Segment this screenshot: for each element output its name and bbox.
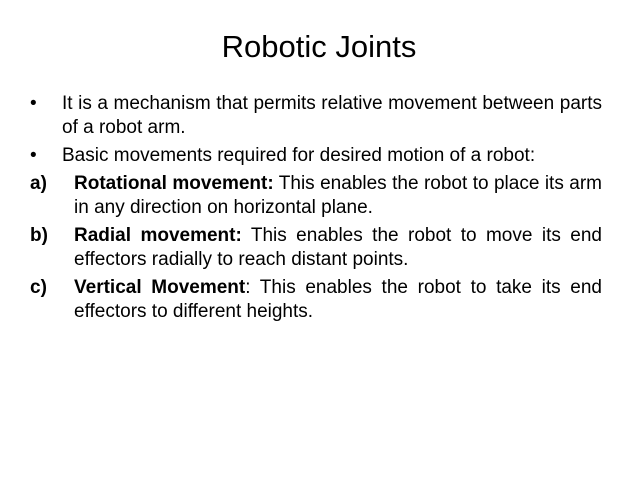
- movement-term: Vertical Movement: [74, 277, 246, 298]
- bullet-item: [30, 92, 602, 140]
- movement-description: : This enables the robot to take its end effectors to different heights.: [74, 277, 602, 322]
- slide-title: Robotic Joints: [221, 29, 417, 64]
- movement-item-rotational: [30, 172, 602, 220]
- movement-text: [74, 276, 602, 324]
- movement-text: [74, 172, 602, 220]
- movement-item-radial: [30, 224, 602, 272]
- list-letter: c): [30, 277, 47, 298]
- bullet-item: [30, 144, 602, 168]
- bullet-marker: •: [30, 93, 37, 114]
- bullet-marker: •: [30, 145, 37, 166]
- slide-body: [30, 92, 602, 328]
- movement-description: This enables the robot to move its end effectors radially to reach distant points.: [74, 225, 602, 270]
- movement-item-vertical: [30, 276, 602, 324]
- movement-term: Rotational movement:: [74, 173, 274, 194]
- list-letter: a): [30, 173, 47, 194]
- movement-text: [74, 224, 602, 272]
- list-letter: b): [30, 225, 48, 246]
- movement-description: This enables the robot to place its arm in any direction on horizontal plane.: [74, 173, 602, 218]
- bullet-text: Basic movements required for desired motion of a robot:: [62, 145, 536, 166]
- bullet-text: It is a mechanism that permits relative movement between parts of a robot arm.: [62, 93, 602, 138]
- movement-term: Radial movement:: [74, 225, 242, 246]
